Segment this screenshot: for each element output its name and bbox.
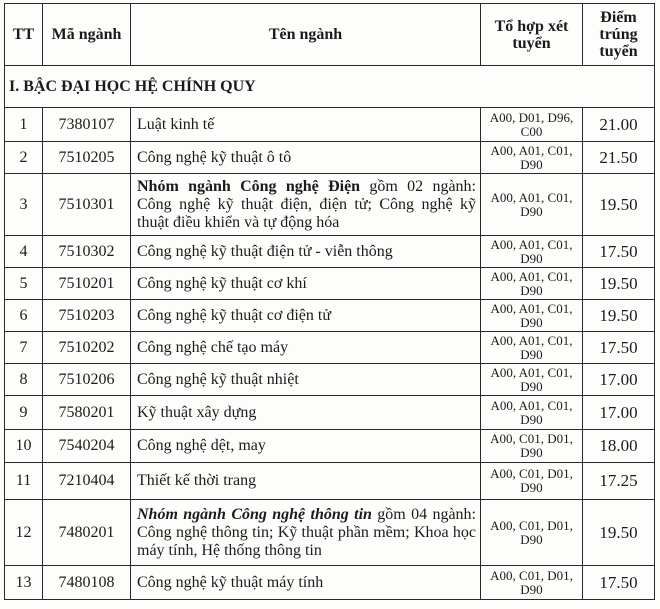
row-code: 7210404 <box>43 463 131 500</box>
row-score: 17.50 <box>583 236 655 268</box>
row-tt: 9 <box>5 396 43 430</box>
row-name-rest: gồm 04 ngành: Công nghệ thông tin; Kỹ thuật phần mềm; Khoa học máy tính, Hệ thống thông tin <box>137 505 477 559</box>
row-score: 17.50 <box>583 566 655 600</box>
row-score: 18.00 <box>583 430 655 463</box>
row-combo: A00, C01, D01, D90 <box>481 566 583 600</box>
row-tt: 5 <box>5 268 43 300</box>
table-row <box>5 174 655 236</box>
row-code: 7510302 <box>43 236 131 268</box>
table-row <box>5 396 655 430</box>
row-combo: A00, A01, C01, D90 <box>481 332 583 364</box>
row-name: Luật kinh tế <box>131 108 481 142</box>
row-score: 19.50 <box>583 500 655 566</box>
row-name: Công nghệ kỹ thuật điện tử - viễn thông <box>131 236 481 268</box>
row-score: 17.50 <box>583 332 655 364</box>
row-name: Công nghệ kỹ thuật cơ điện tử <box>131 300 481 332</box>
row-score: 17.00 <box>583 364 655 396</box>
row-combo: A00, A01, C01, D90 <box>481 236 583 268</box>
table-row <box>5 566 655 600</box>
row-combo: A00, C01, D01, D90 <box>481 500 583 566</box>
row-code: 7480108 <box>43 566 131 600</box>
row-code: 7510201 <box>43 268 131 300</box>
row-code: 7510203 <box>43 300 131 332</box>
header-name: Tên ngành <box>131 4 481 66</box>
row-code: 7580201 <box>43 396 131 430</box>
row-name: Công nghệ kỹ thuật ô tô <box>131 142 481 174</box>
row-code: 7510301 <box>43 174 131 236</box>
row-tt: 6 <box>5 300 43 332</box>
row-score: 21.50 <box>583 142 655 174</box>
table-row <box>5 500 655 566</box>
header-combo: Tổ hợp xét tuyển <box>481 4 583 66</box>
table-row <box>5 463 655 500</box>
table-row <box>5 300 655 332</box>
row-code: 7380107 <box>43 108 131 142</box>
table-row <box>5 364 655 396</box>
table-row <box>5 108 655 142</box>
row-tt: 4 <box>5 236 43 268</box>
row-tt: 11 <box>5 463 43 500</box>
row-name: Công nghệ kỹ thuật nhiệt <box>131 364 481 396</box>
row-name: Công nghệ kỹ thuật máy tính <box>131 566 481 600</box>
row-code: 7510202 <box>43 332 131 364</box>
row-name: Công nghệ dệt, may <box>131 430 481 463</box>
table-header-row <box>5 4 655 66</box>
row-score: 21.00 <box>583 108 655 142</box>
row-name <box>131 174 481 236</box>
row-tt: 12 <box>5 500 43 566</box>
row-combo: A00, A01, C01, D90 <box>481 174 583 236</box>
row-combo: A00, A01, C01, D90 <box>481 300 583 332</box>
table-row <box>5 332 655 364</box>
row-name-group: Nhóm ngành Công nghệ Điện <box>137 177 361 195</box>
row-score: 19.50 <box>583 300 655 332</box>
header-code: Mã ngành <box>43 4 131 66</box>
row-combo: A00, D01, D96, C00 <box>481 108 583 142</box>
row-name: Thiết kế thời trang <box>131 463 481 500</box>
row-tt: 3 <box>5 174 43 236</box>
row-code: 7540204 <box>43 430 131 463</box>
section-row <box>5 66 655 108</box>
row-score: 17.25 <box>583 463 655 500</box>
row-tt: 2 <box>5 142 43 174</box>
row-tt: 7 <box>5 332 43 364</box>
row-combo: A00, C01, D01, D90 <box>481 463 583 500</box>
row-tt: 1 <box>5 108 43 142</box>
row-combo: A00, A01, C01, D90 <box>481 396 583 430</box>
table-row <box>5 268 655 300</box>
row-name <box>131 500 481 566</box>
row-score: 19.50 <box>583 268 655 300</box>
row-combo: A00, C01, D01, D90 <box>481 430 583 463</box>
row-name: Công nghệ chế tạo máy <box>131 332 481 364</box>
admission-scores-table <box>4 3 655 600</box>
table-row <box>5 236 655 268</box>
row-name: Công nghệ kỹ thuật cơ khí <box>131 268 481 300</box>
row-combo: A00, A01, C01, D90 <box>481 268 583 300</box>
row-code: 7510206 <box>43 364 131 396</box>
row-tt: 10 <box>5 430 43 463</box>
header-tt: TT <box>5 4 43 66</box>
table-row <box>5 142 655 174</box>
admission-table-sheet <box>4 3 654 600</box>
row-score: 19.50 <box>583 174 655 236</box>
row-tt: 8 <box>5 364 43 396</box>
row-combo: A00, A01, C01, D90 <box>481 364 583 396</box>
row-code: 7480201 <box>43 500 131 566</box>
row-code: 7510205 <box>43 142 131 174</box>
header-score: Điểm trúng tuyển <box>583 4 655 66</box>
section-title: I. BẬC ĐẠI HỌC HỆ CHÍNH QUY <box>5 66 655 108</box>
row-score: 17.00 <box>583 396 655 430</box>
table-row <box>5 430 655 463</box>
row-name-rest: gồm 02 ngành: Công nghệ kỹ thuật điện, điện tử; Công nghệ kỹ thuật điều khiển và tự động hóa <box>137 177 477 231</box>
row-tt: 13 <box>5 566 43 600</box>
row-name: Kỹ thuật xây dựng <box>131 396 481 430</box>
row-combo: A00, A01, C01, D90 <box>481 142 583 174</box>
row-name-group: Nhóm ngành Công nghệ thông tin <box>137 505 372 523</box>
